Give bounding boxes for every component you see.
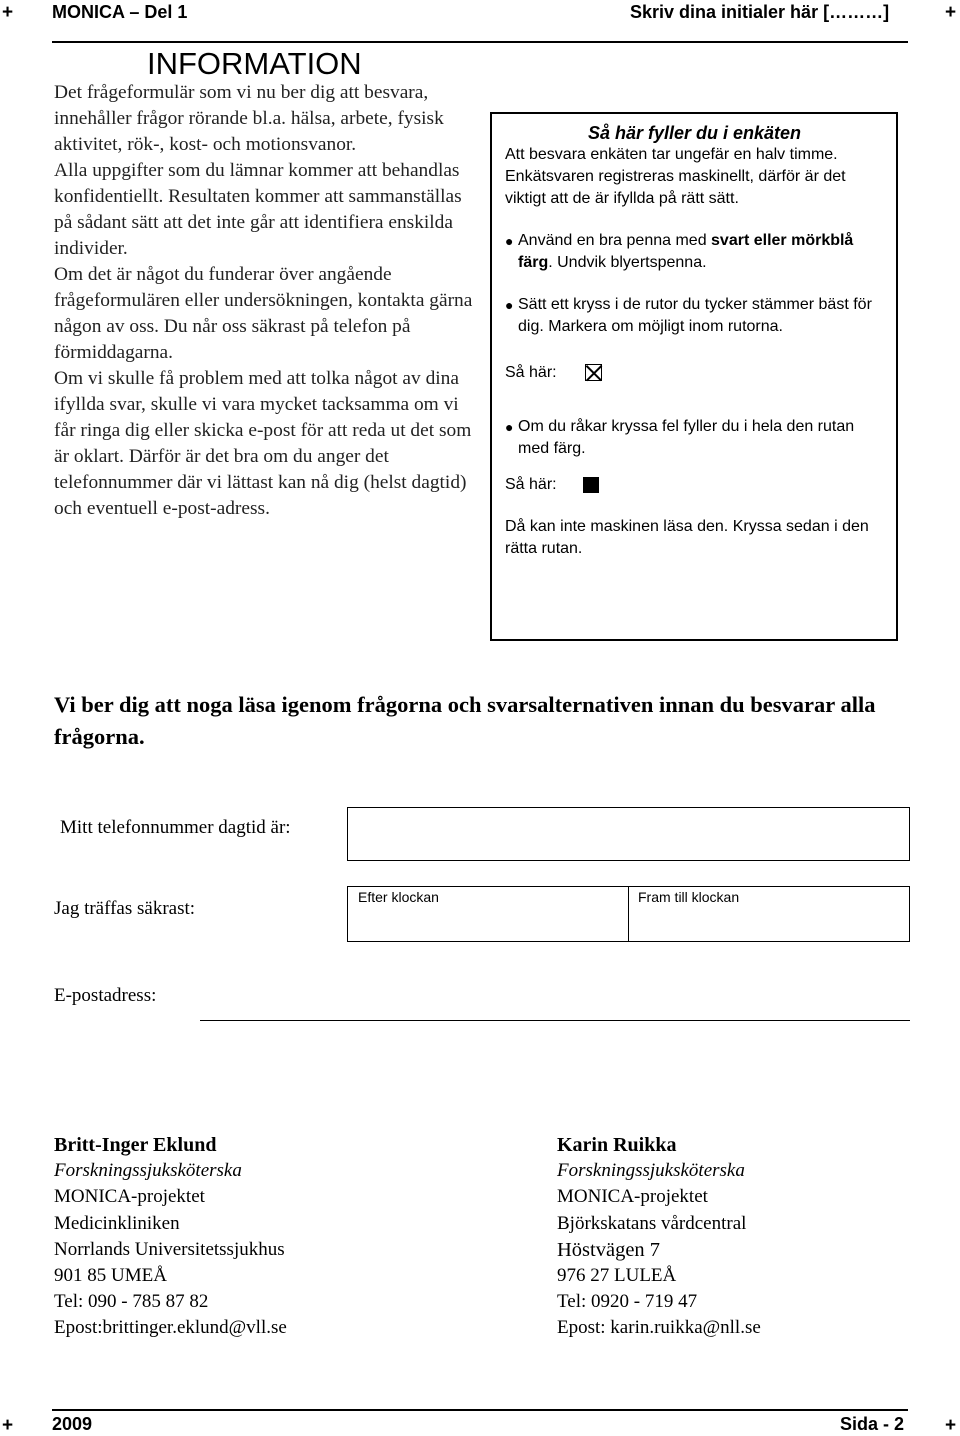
section-title: INFORMATION xyxy=(147,46,362,81)
phone-input[interactable] xyxy=(347,807,910,861)
contact-email: Epost:brittinger.eklund@vll.se xyxy=(54,1317,287,1339)
bullet-icon: ● xyxy=(505,297,514,313)
instruction-bullet-mark xyxy=(505,294,884,338)
reach-time-label: Jag träffas säkrast: xyxy=(54,898,196,919)
header-title: MONICA – Del 1 xyxy=(52,2,188,22)
bullet-text: Använd en bra penna med xyxy=(518,232,712,249)
example-checked xyxy=(505,362,884,388)
after-time-label: Efter klockan xyxy=(358,889,439,905)
instructions-closing: Då kan inte maskinen läsa den. Kryssa sedan i den rätta rutan. xyxy=(505,518,869,557)
contact-line: Medicinkliniken xyxy=(54,1212,180,1234)
contact-line: Björkskatans vårdcentral xyxy=(557,1212,747,1234)
page-number: Sida - 2 xyxy=(840,1414,905,1434)
read-carefully-notice: Vi ber dig att noga läsa igenom frågorna och svarsalternativen innan du besvarar alla frågorna. xyxy=(54,692,876,749)
after-time-input[interactable] xyxy=(347,886,629,942)
intro-text xyxy=(54,80,478,522)
contact-role: Forskningssjuksköterska xyxy=(557,1160,745,1182)
intro-paragraph: Det frågeformulär som vi nu ber dig att besvara, innehåller frågor rörande bl.a. hälsa, arbete, fysisk aktivitet, rök-, kost- och motionsvanor. xyxy=(54,82,444,155)
filled-box-icon xyxy=(583,477,599,493)
header-initials-prompt: Skriv dina initialer här [………] xyxy=(630,2,890,22)
checked-box-icon xyxy=(585,364,602,381)
phone-label: Mitt telefonnummer dagtid är: xyxy=(60,817,291,838)
instructions-intro: Att besvara enkäten tar ungefär en halv timme. Enkätsvaren registreras maskinellt, därför är det viktigt att de är ifyllda på rätt sätt. xyxy=(505,146,846,207)
bullet-icon: ● xyxy=(505,233,514,249)
instructions-box xyxy=(490,112,898,641)
example-label: Så här: xyxy=(505,364,557,381)
email-input[interactable] xyxy=(200,1000,910,1021)
bullet-text: Sätt ett kryss i de rutor du tycker stämmer bäst för dig. Markera om möjligt inom rutorna. xyxy=(518,296,872,335)
bullet-text-end: . Undvik blyertspenna. xyxy=(548,254,707,271)
contact-role: Forskningssjuksköterska xyxy=(54,1160,242,1182)
contact-line: Höstvägen 7 xyxy=(557,1238,661,1261)
contact-email: Epost: karin.ruikka@nll.se xyxy=(557,1317,761,1339)
contact-name: Karin Ruikka xyxy=(557,1134,677,1156)
contact-line: MONICA-projektet xyxy=(557,1186,708,1208)
contact-card xyxy=(54,1132,287,1342)
example-label: Så här: xyxy=(505,476,557,493)
contact-name: Britt-Inger Eklund xyxy=(54,1134,217,1156)
intro-paragraph: Om det är något du funderar över angående frågeformulären eller undersökningen, kontakta gärna någon av oss. Du når oss säkrast på telefon på förmiddagarna. xyxy=(54,264,473,363)
intro-paragraph: Om vi skulle få problem med att tolka något av dina ifyllda svar, skulle vi vara mycket tacksamma om vi får ringa dig eller skicka e-post för att reda ut det som är oklart. Därför är det bra om du anger det telefonnummer där vi lättast kan nå dig (helst dagtid) och eventuell e-post-adress. xyxy=(54,368,472,519)
registration-mark-bottom-right: + xyxy=(945,1415,957,1436)
bullet-emphasis: svart eller mörkblå färg xyxy=(518,232,854,271)
email-label: E-postadress: xyxy=(54,985,157,1006)
instruction-bullet-pen xyxy=(505,230,884,274)
registration-mark-top-left: + xyxy=(2,2,14,23)
contact-line: 976 27 LULEÅ xyxy=(557,1265,677,1287)
contact-line: Tel: 090 - 785 87 82 xyxy=(54,1291,209,1313)
until-time-input[interactable] xyxy=(628,886,910,942)
instructions-title: Så här fyller du i enkäten xyxy=(587,123,802,143)
bullet-text: Om du råkar kryssa fel fyller du i hela den rutan med färg. xyxy=(518,418,855,457)
intro-paragraph: Alla uppgifter som du lämnar kommer att behandlas konfidentiellt. Resultaten kommer att sammanställas på sådant sätt att det inte går att identifiera enskilda individer. xyxy=(54,160,462,259)
example-filled xyxy=(505,474,884,500)
contact-line: MONICA-projektet xyxy=(54,1186,205,1208)
instruction-bullet-correction xyxy=(505,416,884,460)
footer-rule xyxy=(52,1409,908,1411)
contact-line: 901 85 UMEÅ xyxy=(54,1265,167,1287)
contact-line: Tel: 0920 - 719 47 xyxy=(557,1291,698,1313)
bullet-icon: ● xyxy=(505,419,514,435)
footer-year: 2009 xyxy=(52,1414,93,1434)
header-rule xyxy=(52,41,908,43)
contact-card xyxy=(557,1132,761,1342)
until-time-label: Fram till klockan xyxy=(638,889,740,905)
contact-line: Norrlands Universitetssjukhus xyxy=(54,1238,285,1260)
registration-mark-bottom-left: + xyxy=(2,1415,14,1436)
registration-mark-top-right: + xyxy=(945,2,957,23)
